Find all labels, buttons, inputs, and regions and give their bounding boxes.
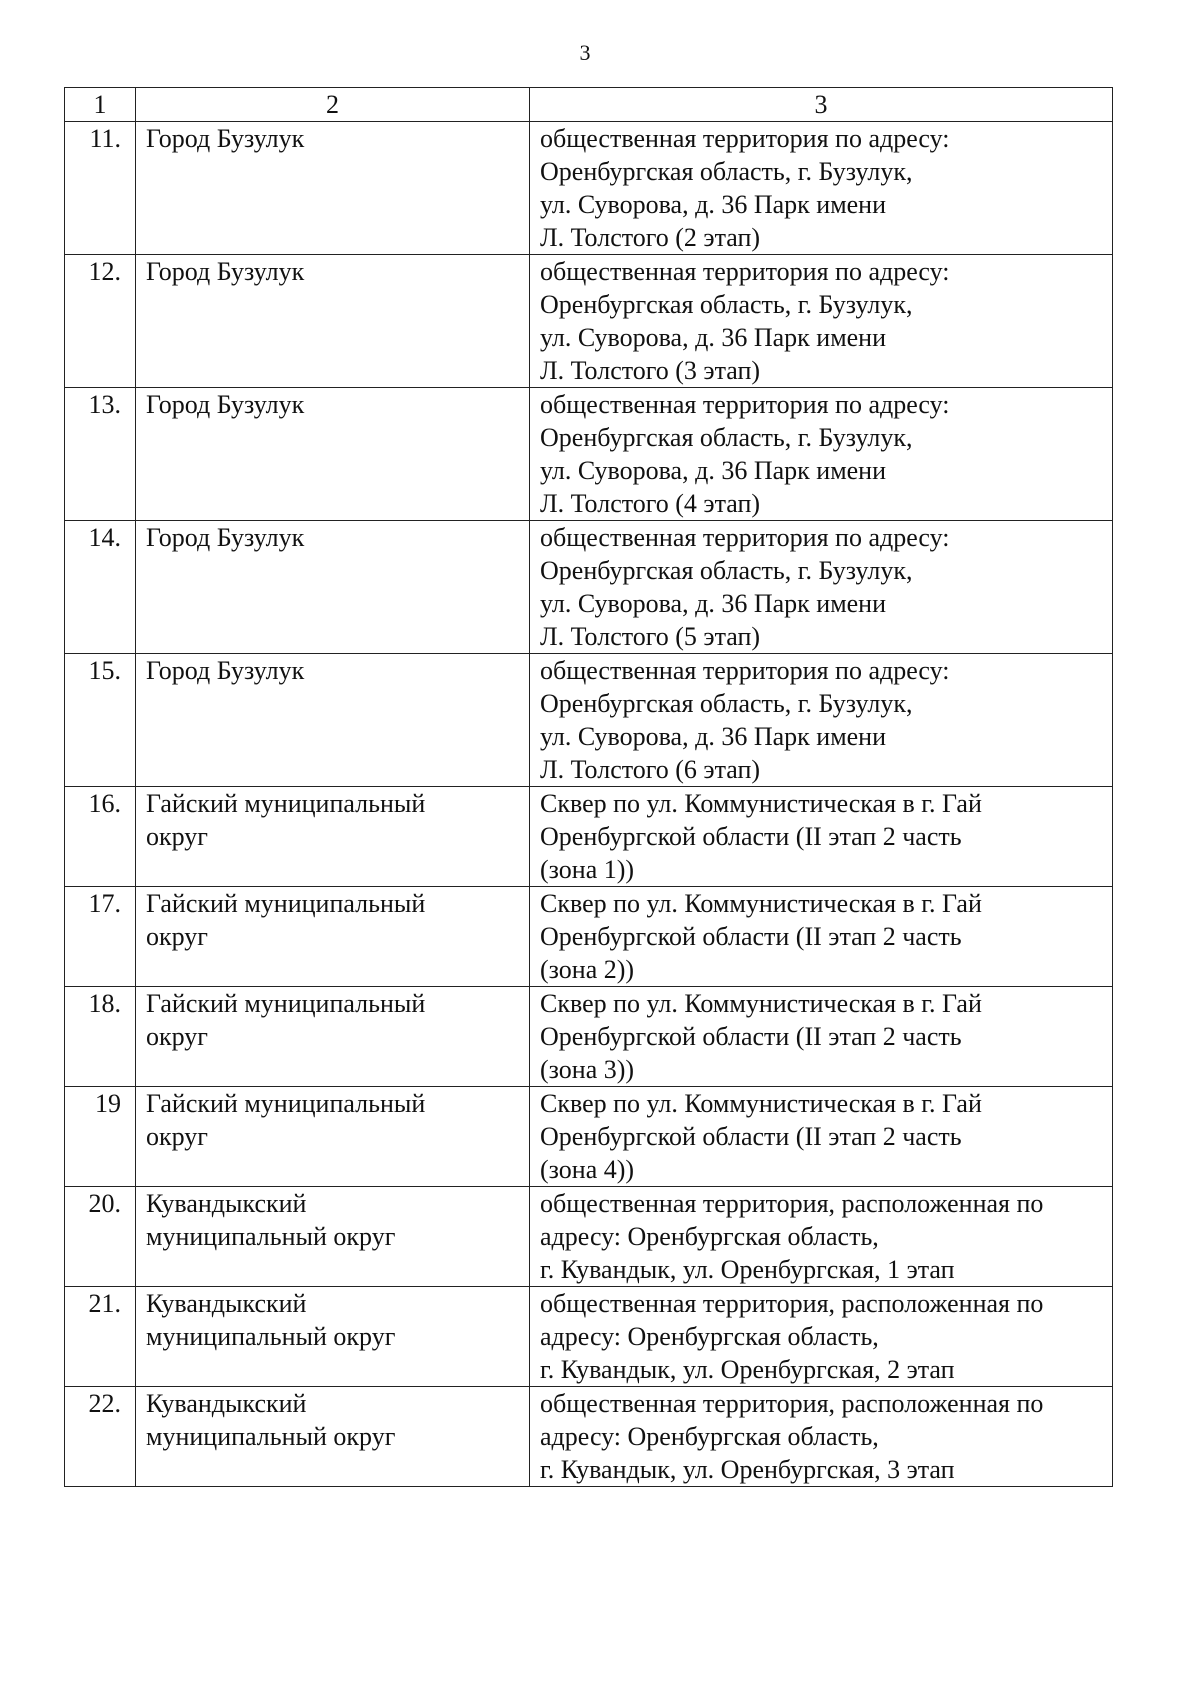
object-line: ул. Суворова, д. 36 Парк имени [540, 722, 887, 751]
object-line: адресу: Оренбургская область, [540, 1322, 879, 1351]
municipality-line: округ [146, 1022, 208, 1051]
object-line: Оренбургская область, г. Бузулук, [540, 423, 913, 452]
table-row [65, 255, 1113, 388]
row-number: 18. [65, 987, 136, 1087]
object-line: Оренбургской области (II этап 2 часть [540, 922, 962, 951]
object-cell [530, 787, 1113, 887]
object-line: Л. Толстого (4 этап) [540, 489, 761, 518]
object-line: общественная территория, расположенная по [540, 1389, 1044, 1418]
municipality-line: Город Бузулук [146, 257, 305, 286]
municipality-line: Гайский муниципальный [146, 989, 426, 1018]
object-line: Оренбургская область, г. Бузулук, [540, 689, 913, 718]
municipality-line: Кувандыкский [146, 1389, 307, 1418]
municipality-cell [136, 1287, 530, 1387]
municipality-cell [136, 1387, 530, 1487]
object-line: г. Кувандык, ул. Оренбургская, 3 этап [540, 1455, 955, 1484]
table-row [65, 521, 1113, 654]
table-row [65, 122, 1113, 255]
object-line: Сквер по ул. Коммунистическая в г. Гай [540, 989, 982, 1018]
municipality-line: муниципальный округ [146, 1222, 396, 1251]
municipality-cell [136, 1187, 530, 1287]
table-header-row [65, 88, 1113, 122]
table-row [65, 987, 1113, 1087]
object-line: ул. Суворова, д. 36 Парк имени [540, 589, 887, 618]
object-line: (зона 1)) [540, 855, 635, 884]
municipality-line: Город Бузулук [146, 523, 305, 552]
object-line: общественная территория, расположенная по [540, 1289, 1044, 1318]
object-line: Л. Толстого (3 этап) [540, 356, 761, 385]
municipality-line: Кувандыкский [146, 1289, 307, 1318]
table-row [65, 887, 1113, 987]
municipality-cell [136, 787, 530, 887]
object-cell [530, 388, 1113, 521]
row-number: 19 [65, 1087, 136, 1187]
object-line: общественная территория по адресу: [540, 656, 950, 685]
object-line: Л. Толстого (6 этап) [540, 755, 761, 784]
page-number: 3 [579, 40, 591, 65]
object-cell [530, 255, 1113, 388]
municipality-cell [136, 521, 530, 654]
object-line: Оренбургской области (II этап 2 часть [540, 1122, 962, 1151]
municipality-line: Город Бузулук [146, 656, 305, 685]
municipality-cell [136, 388, 530, 521]
row-number: 17. [65, 887, 136, 987]
object-cell [530, 521, 1113, 654]
row-number: 14. [65, 521, 136, 654]
municipality-line: Город Бузулук [146, 390, 305, 419]
row-number: 13. [65, 388, 136, 521]
object-cell [530, 1287, 1113, 1387]
object-line: общественная территория по адресу: [540, 257, 950, 286]
object-line: Оренбургской области (II этап 2 часть [540, 1022, 962, 1051]
municipality-line: Гайский муниципальный [146, 1089, 426, 1118]
municipality-line: Гайский муниципальный [146, 889, 426, 918]
object-line: Оренбургская область, г. Бузулук, [540, 157, 913, 186]
municipality-line: муниципальный округ [146, 1422, 396, 1451]
municipality-cell [136, 122, 530, 255]
row-number: 11. [65, 122, 136, 255]
row-number: 16. [65, 787, 136, 887]
object-line: общественная территория, расположенная по [540, 1189, 1044, 1218]
register-table-body [65, 88, 1113, 1487]
object-line: адресу: Оренбургская область, [540, 1422, 879, 1451]
object-cell [530, 654, 1113, 787]
municipality-line: Гайский муниципальный [146, 789, 426, 818]
object-line: Сквер по ул. Коммунистическая в г. Гай [540, 889, 982, 918]
header-col-3: 3 [530, 88, 1113, 122]
municipality-cell [136, 654, 530, 787]
header-col-1: 1 [65, 88, 136, 122]
object-line: ул. Суворова, д. 36 Парк имени [540, 323, 887, 352]
table-row [65, 1187, 1113, 1287]
table-row [65, 1087, 1113, 1187]
object-cell [530, 1187, 1113, 1287]
object-cell [530, 1087, 1113, 1187]
object-line: г. Кувандык, ул. Оренбургская, 1 этап [540, 1255, 955, 1284]
object-line: Оренбургская область, г. Бузулук, [540, 556, 913, 585]
object-line: г. Кувандык, ул. Оренбургская, 2 этап [540, 1355, 955, 1384]
municipality-line: муниципальный округ [146, 1322, 396, 1351]
object-line: Сквер по ул. Коммунистическая в г. Гай [540, 789, 982, 818]
municipality-line: округ [146, 1122, 208, 1151]
table-row [65, 787, 1113, 887]
municipality-cell [136, 887, 530, 987]
object-cell [530, 122, 1113, 255]
row-number: 20. [65, 1187, 136, 1287]
table-row [65, 654, 1113, 787]
object-line: ул. Суворова, д. 36 Парк имени [540, 456, 887, 485]
object-line: общественная территория по адресу: [540, 124, 950, 153]
object-line: общественная территория по адресу: [540, 390, 950, 419]
municipality-cell [136, 255, 530, 388]
table-row [65, 1287, 1113, 1387]
municipality-line: Кувандыкский [146, 1189, 307, 1218]
municipality-line: Город Бузулук [146, 124, 305, 153]
object-line: Сквер по ул. Коммунистическая в г. Гай [540, 1089, 982, 1118]
object-line: ул. Суворова, д. 36 Парк имени [540, 190, 887, 219]
object-line: адресу: Оренбургская область, [540, 1222, 879, 1251]
object-line: Оренбургская область, г. Бузулук, [540, 290, 913, 319]
object-cell [530, 887, 1113, 987]
header-col-2: 2 [136, 88, 530, 122]
row-number: 21. [65, 1287, 136, 1387]
municipality-cell [136, 1087, 530, 1187]
object-line: (зона 2)) [540, 955, 635, 984]
row-number: 22. [65, 1387, 136, 1487]
register-table [64, 87, 1113, 1487]
municipality-line: округ [146, 922, 208, 951]
row-number: 15. [65, 654, 136, 787]
object-line: (зона 4)) [540, 1155, 635, 1184]
object-line: (зона 3)) [540, 1055, 635, 1084]
object-cell [530, 987, 1113, 1087]
object-cell [530, 1387, 1113, 1487]
object-line: общественная территория по адресу: [540, 523, 950, 552]
table-row [65, 1387, 1113, 1487]
object-line: Л. Толстого (5 этап) [540, 622, 761, 651]
object-line: Оренбургской области (II этап 2 часть [540, 822, 962, 851]
municipality-line: округ [146, 822, 208, 851]
row-number: 12. [65, 255, 136, 388]
table-row [65, 388, 1113, 521]
municipality-cell [136, 987, 530, 1087]
object-line: Л. Толстого (2 этап) [540, 223, 761, 252]
